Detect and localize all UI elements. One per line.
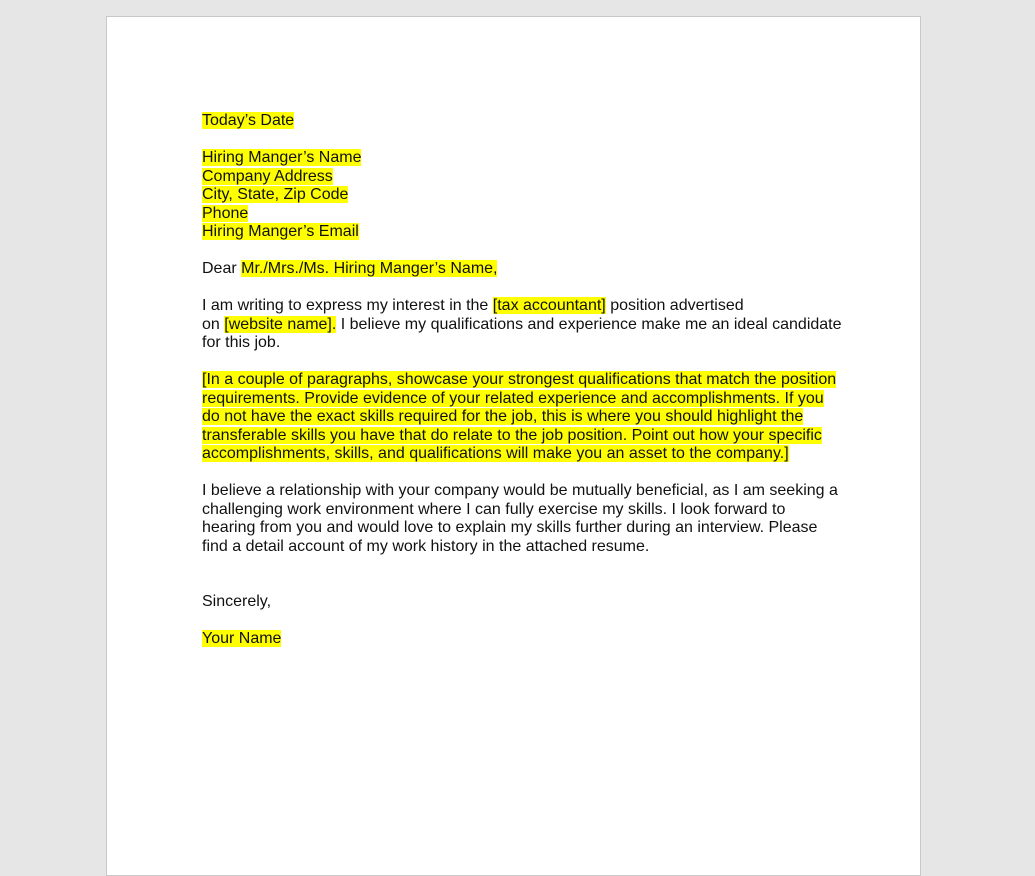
date-text: Today’s Date	[202, 112, 295, 129]
recipient-address: Company Address	[202, 167, 333, 185]
salutation	[202, 260, 842, 279]
salutation-prefix: Dear	[202, 260, 237, 277]
recipient-email: Hiring Manger’s Email	[202, 223, 359, 240]
intro-text-1: I am writing to express my interest in the	[202, 297, 489, 314]
website-placeholder: [website name].	[224, 315, 337, 333]
signature-name: Your Name	[202, 630, 282, 647]
closing-paragraph	[202, 482, 842, 556]
body-paragraph-placeholder	[202, 371, 842, 464]
sign-off	[202, 593, 842, 612]
signature	[202, 630, 842, 649]
date-line	[202, 112, 842, 131]
salutation-name: Mr./Mrs./Ms. Hiring Manger’s Name,	[241, 260, 498, 277]
recipient-phone: Phone	[202, 204, 249, 222]
position-placeholder: [tax accountant]	[492, 297, 606, 314]
recipient-block	[202, 149, 842, 242]
closing-paragraph-text: I believe a relationship with your company would be mutually beneficial, as I am seeking a challenging work environment where I can fully exercise my skills. I look forward to hearing from you and would love to explain my skills further during an interview. Please find a detail account of my work history in the attached resume.	[202, 482, 838, 555]
intro-text-2: position advertised	[610, 297, 744, 314]
document-page	[106, 16, 921, 876]
recipient-city-state-zip: City, State, Zip Code	[202, 186, 349, 203]
intro-paragraph	[202, 297, 842, 353]
body-placeholder-text: [In a couple of paragraphs, showcase your strongest qualifications that match the position requirements. Provide evidence of your related experience and accomplishments. If you do not have the exact skills required for the job, this is where you should highlight the transferable skills you have that do relate to the job position. Point out how your specific accomplishments, skills, and qualifications will make you an asset to the company.]	[202, 371, 837, 462]
recipient-name: Hiring Manger’s Name	[202, 149, 362, 166]
letter-body[interactable]	[202, 112, 842, 667]
intro-text-3: on	[202, 315, 220, 333]
sign-off-text: Sincerely,	[202, 593, 272, 610]
intro-text-4: I believe my qualifications and experience make me an ideal candidate for this job.	[202, 315, 842, 351]
